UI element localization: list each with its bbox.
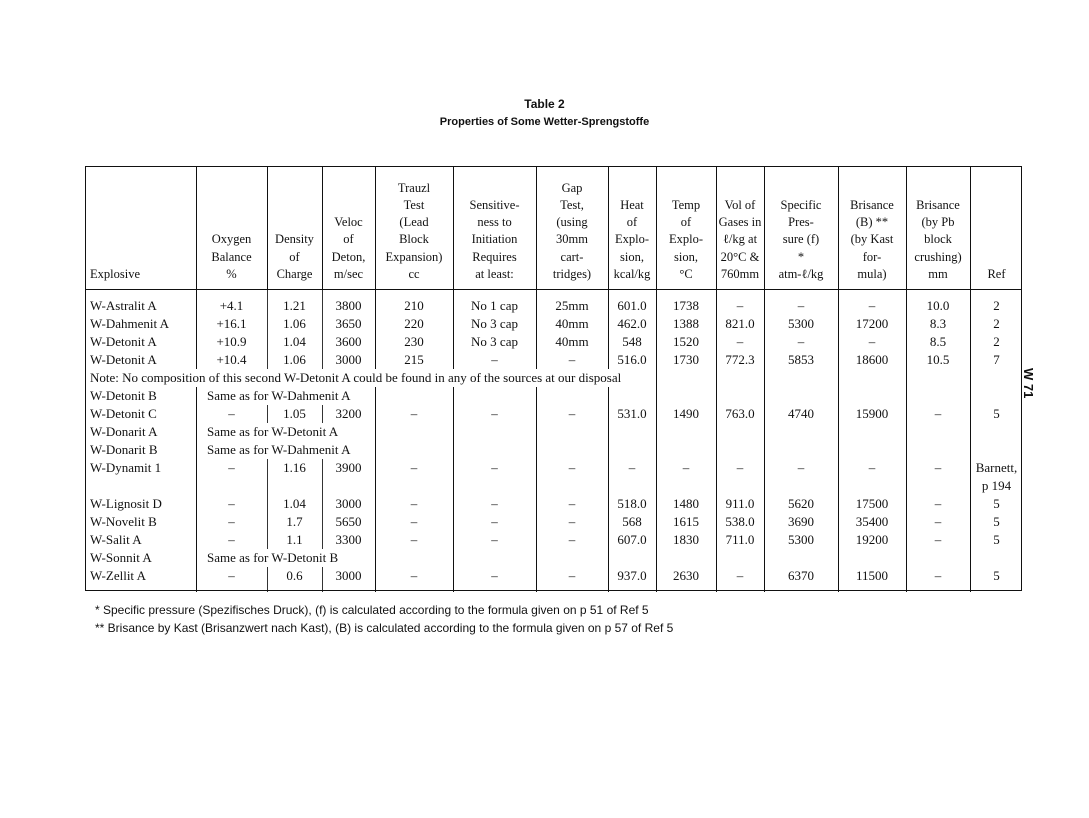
- cell-ref-line2: p 194: [981, 478, 1012, 493]
- cell-ob: –: [228, 496, 235, 511]
- column-header-line: Explo-: [668, 232, 704, 247]
- cell-gap: –: [568, 460, 576, 475]
- cell-heat: 516.0: [617, 352, 647, 367]
- cell-brisance_kast: –: [868, 334, 876, 349]
- cell-gap: 40mm: [555, 316, 589, 331]
- cell-temp: 1480: [673, 496, 699, 511]
- column-header-line: Requires: [472, 249, 517, 264]
- explosive-name: W-Lignosit D: [90, 496, 162, 511]
- same-as-note: Same as for W-Detonit A: [207, 424, 339, 439]
- cell-brisance_pb: –: [934, 406, 942, 421]
- cell-heat: 937.0: [617, 568, 647, 583]
- cell-pressure: 6370: [788, 568, 814, 583]
- cell-brisance_kast: 18600: [855, 352, 889, 367]
- column-header-line: 20°C &: [720, 249, 760, 264]
- cell-temp: 2630: [673, 568, 699, 583]
- cell-trauzl: 230: [404, 334, 424, 349]
- column-header-line: m/sec: [333, 266, 364, 281]
- cell-temp: 1490: [673, 406, 699, 421]
- cell-heat: 531.0: [617, 406, 647, 421]
- cell-temp: 1830: [673, 532, 699, 547]
- cell-ref: 2: [993, 298, 1000, 313]
- column-header-brisance_kast: [838, 173, 906, 283]
- column-header-density: [267, 173, 322, 283]
- cell-temp: 1730: [673, 352, 699, 367]
- cell-velocity: 3650: [335, 316, 362, 331]
- cell-heat: 548: [622, 334, 642, 349]
- same-as-note: Same as for W-Dahmenit A: [207, 442, 351, 457]
- cell-pressure: 5853: [788, 352, 814, 367]
- cell-velocity: 3200: [335, 406, 362, 421]
- table-subtitle: Properties of Some Wetter-Sprengstoffe: [439, 116, 650, 128]
- cell-pressure: 5300: [788, 532, 814, 547]
- explosive-name: W-Novelit B: [90, 514, 157, 529]
- cell-ob: –: [228, 406, 235, 421]
- column-header-line: of: [680, 215, 692, 230]
- cell-velocity: 3000: [335, 352, 362, 367]
- table-row: [86, 351, 1021, 369]
- column-header-line: sure (f): [782, 232, 820, 247]
- column-header-line: Gap: [561, 180, 583, 195]
- cell-brisance_kast: 15900: [855, 406, 889, 421]
- column-header-line: Heat: [620, 197, 644, 212]
- cell-sensitiveness: No 1 cap: [471, 298, 518, 313]
- explosive-name: W-Donarit A: [90, 424, 158, 439]
- cell-velocity: 3900: [335, 460, 362, 475]
- column-header-line: of: [626, 215, 638, 230]
- cell-trauzl: 220: [404, 316, 424, 331]
- column-header-line: for-: [862, 249, 882, 264]
- cell-trauzl: 215: [404, 352, 424, 367]
- cell-gap: –: [568, 532, 576, 547]
- table-row: [86, 423, 1021, 441]
- explosive-name: W-Dynamit 1: [90, 460, 162, 475]
- same-as-note: Same as for W-Dahmenit A: [207, 388, 351, 403]
- cell-gap: –: [568, 496, 576, 511]
- column-header-sensitiveness: [453, 173, 536, 283]
- cell-ob: +16.1: [216, 316, 247, 331]
- column-header-line: kcal/kg: [613, 266, 651, 281]
- cell-density: 1.1: [286, 532, 303, 547]
- column-header-line: Initiation: [471, 232, 518, 247]
- cell-velocity: 3800: [335, 298, 362, 313]
- column-header-line: %: [226, 266, 237, 281]
- column-header-line: Balance: [211, 249, 252, 264]
- column-header-line: Veloc: [334, 215, 363, 230]
- column-header-line: of: [289, 249, 300, 264]
- cell-vol: 772.3: [725, 352, 755, 367]
- column-header-line: (B) **: [855, 215, 889, 230]
- cell-gap: –: [568, 352, 576, 367]
- cell-gap: –: [568, 406, 576, 421]
- column-header-line: Specific: [780, 197, 822, 212]
- cell-trauzl: –: [410, 514, 418, 529]
- cell-brisance_pb: –: [934, 532, 942, 547]
- column-header-line: Charge: [276, 266, 313, 281]
- footnote-brisance: ** Brisance by Kast (Brisanzwert nach Kast), (B) is calculated according to the formula given on p 57 of Ref 5: [95, 621, 674, 635]
- column-header-line: (using: [556, 215, 588, 230]
- cell-sensitiveness: No 3 cap: [471, 334, 518, 349]
- cell-velocity: 3000: [335, 568, 362, 583]
- explosive-name: W-Zellit A: [90, 568, 146, 583]
- cell-gap: –: [568, 568, 576, 583]
- column-header-line: 760mm: [720, 266, 760, 281]
- cell-sensitiveness: –: [491, 568, 498, 583]
- cell-temp: 1388: [673, 316, 699, 331]
- column-header-line: Ref: [987, 266, 1006, 281]
- column-header-explosive: [86, 173, 196, 283]
- column-header-velocity: [322, 173, 375, 283]
- column-header-line: (by Pb: [921, 215, 955, 230]
- cell-sensitiveness: –: [491, 496, 498, 511]
- column-header-temp: [656, 173, 716, 283]
- cell-ref: 7: [993, 352, 1000, 367]
- cell-heat: 601.0: [617, 298, 647, 313]
- column-header-line: Density: [275, 232, 314, 247]
- table-title: Table 2: [524, 97, 565, 111]
- properties-table: [85, 166, 1022, 591]
- column-header-line: Trauzl: [397, 180, 431, 195]
- cell-vol: 911.0: [725, 496, 755, 511]
- column-header-line: cc: [408, 266, 420, 281]
- column-header-line: at least:: [475, 266, 514, 281]
- cell-density: 0.6: [286, 568, 303, 583]
- column-header-vol: [716, 173, 764, 283]
- column-header-line: Brisance: [916, 197, 960, 212]
- cell-sensitiveness: –: [491, 406, 498, 421]
- cell-pressure: 5620: [788, 496, 814, 511]
- cell-brisance_pb: –: [934, 496, 942, 511]
- cell-density: 1.06: [283, 352, 306, 367]
- cell-pressure: –: [797, 460, 805, 475]
- page-side-label: W 71: [1021, 368, 1036, 399]
- cell-brisance_pb: 10.0: [926, 298, 950, 313]
- column-header-line: sion,: [620, 249, 644, 264]
- explosive-name: W-Salit A: [90, 532, 142, 547]
- cell-density: 1.21: [283, 298, 306, 313]
- table-row: [86, 315, 1021, 333]
- cell-heat: 462.0: [617, 316, 647, 331]
- column-header-line: Sensitive-: [469, 197, 520, 212]
- cell-brisance_pb: –: [934, 568, 942, 583]
- cell-ob: –: [228, 532, 235, 547]
- column-header-line: Explosive: [90, 266, 140, 281]
- column-header-line: mula): [857, 266, 887, 281]
- explosive-name: W-Astralit A: [90, 298, 157, 313]
- table-row: [86, 405, 1021, 423]
- cell-sensitiveness: –: [491, 532, 498, 547]
- cell-ref: 5: [993, 514, 1000, 529]
- cell-trauzl: –: [410, 532, 418, 547]
- column-header-gap: [536, 173, 608, 283]
- cell-heat: 607.0: [617, 532, 647, 547]
- cell-trauzl: 210: [404, 298, 424, 313]
- cell-temp: –: [682, 460, 690, 475]
- cell-trauzl: –: [410, 568, 418, 583]
- header-rule: [86, 289, 1021, 290]
- explosive-name: W-Sonnit A: [90, 550, 152, 565]
- column-header-line: Vol of: [724, 197, 756, 212]
- column-header-line: Gases in: [718, 215, 762, 230]
- cell-pressure: –: [797, 298, 805, 313]
- column-header-line: sion,: [674, 249, 698, 264]
- cell-heat: –: [628, 460, 636, 475]
- cell-brisance_kast: 35400: [855, 514, 889, 529]
- cell-temp: 1615: [673, 514, 699, 529]
- column-header-line: Test,: [560, 197, 584, 212]
- column-header-line: Explo-: [614, 232, 650, 247]
- column-header-line: ness to: [477, 215, 512, 230]
- column-header-line: crushing): [914, 249, 962, 264]
- cell-ref: 5: [993, 532, 1000, 547]
- cell-ref: 5: [993, 568, 1000, 583]
- cell-trauzl: –: [410, 406, 418, 421]
- cell-vol: –: [736, 298, 744, 313]
- column-header-heat: [608, 173, 656, 283]
- column-header-line: Pres-: [788, 215, 814, 230]
- column-header-line: of: [343, 232, 354, 247]
- column-header-trauzl: [375, 173, 453, 283]
- cell-density: 1.05: [283, 406, 306, 421]
- column-header-line: (Lead: [399, 215, 429, 230]
- cell-ref: 5: [993, 496, 1000, 511]
- cell-brisance_kast: –: [868, 298, 876, 313]
- explosive-name: W-Dahmenit A: [90, 316, 170, 331]
- cell-brisance_kast: 17500: [855, 496, 889, 511]
- explosive-name: W-Detonit A: [90, 334, 157, 349]
- footnote-specific-pressure: * Specific pressure (Spezifisches Druck), (f) is calculated according to the formula given on p 51 of Ref 5: [95, 603, 649, 617]
- cell-sensitiveness: –: [491, 514, 498, 529]
- cell-density: 1.04: [283, 334, 306, 349]
- explosive-name: W-Detonit A: [90, 352, 157, 367]
- cell-ob: +10.4: [216, 352, 247, 367]
- cell-pressure: 4740: [788, 406, 814, 421]
- cell-pressure: –: [797, 334, 805, 349]
- cell-heat: 568: [622, 514, 642, 529]
- cell-brisance_kast: 11500: [855, 568, 889, 583]
- cell-brisance_pb: 8.3: [929, 316, 947, 331]
- column-header-line: ℓ/kg at: [722, 232, 758, 247]
- table-row: [86, 513, 1021, 531]
- column-header-line: 30mm: [556, 232, 588, 247]
- cell-gap: 40mm: [555, 334, 589, 349]
- cell-brisance_kast: 19200: [855, 532, 889, 547]
- cell-sensitiveness: –: [491, 352, 498, 367]
- cell-density: 1.06: [283, 316, 306, 331]
- cell-vol: –: [736, 460, 744, 475]
- cell-velocity: 3000: [335, 496, 362, 511]
- explosive-name: W-Detonit C: [90, 406, 157, 421]
- column-header-line: tridges): [552, 266, 592, 281]
- cell-ob: –: [228, 460, 235, 475]
- column-header-line: Test: [403, 197, 425, 212]
- cell-vol: 763.0: [725, 406, 755, 421]
- cell-density: 1.7: [286, 514, 303, 529]
- cell-brisance_pb: 8.5: [929, 334, 947, 349]
- column-header-line: atm-ℓ/kg: [778, 266, 824, 281]
- same-as-note: Same as for W-Detonit B: [207, 550, 339, 565]
- column-header-line: (by Kast: [850, 232, 894, 247]
- table-row: [86, 333, 1021, 351]
- table-note: Note: No composition of this second W-Detonit A could be found in any of the sources at our disposal: [90, 370, 622, 385]
- cell-ob: –: [228, 568, 235, 583]
- cell-vol: –: [736, 568, 744, 583]
- cell-density: 1.16: [283, 460, 306, 475]
- cell-ob: +10.9: [216, 334, 247, 349]
- column-header-brisance_pb: [906, 173, 970, 283]
- column-header-line: block: [924, 232, 952, 247]
- cell-gap: –: [568, 514, 576, 529]
- column-header-line: Oxygen: [211, 232, 252, 247]
- column-header-ob: [196, 173, 267, 283]
- cell-vol: 711.0: [725, 532, 755, 547]
- cell-heat: 518.0: [617, 496, 647, 511]
- table-row: [86, 387, 1021, 405]
- cell-brisance_pb: 10.5: [926, 352, 950, 367]
- cell-density: 1.04: [283, 496, 306, 511]
- cell-ob: –: [228, 514, 235, 529]
- column-header-line: cart-: [560, 249, 584, 264]
- column-header-pressure: [764, 173, 838, 283]
- table-row: [86, 531, 1021, 549]
- cell-brisance_pb: –: [934, 514, 942, 529]
- column-header-line: Temp: [671, 197, 701, 212]
- explosive-name: W-Donarit B: [90, 442, 158, 457]
- cell-velocity: 3300: [335, 532, 362, 547]
- cell-ref: 2: [993, 316, 1000, 331]
- cell-pressure: 5300: [788, 316, 814, 331]
- column-header-line: Expansion): [385, 249, 443, 264]
- cell-ref: 5: [993, 406, 1000, 421]
- cell-velocity: 3600: [335, 334, 362, 349]
- cell-brisance_kast: 17200: [855, 316, 889, 331]
- table-row: [86, 297, 1021, 315]
- cell-trauzl: –: [410, 496, 418, 511]
- column-header-line: °C: [679, 266, 693, 281]
- table-row: [86, 549, 1021, 567]
- cell-ref: Barnett,: [975, 460, 1018, 475]
- column-header-line: Deton,: [331, 249, 366, 264]
- cell-pressure: 3690: [788, 514, 814, 529]
- cell-sensitiveness: –: [491, 460, 498, 475]
- cell-vol: 821.0: [725, 316, 755, 331]
- cell-trauzl: –: [410, 460, 418, 475]
- explosive-name: W-Detonit B: [90, 388, 157, 403]
- cell-sensitiveness: No 3 cap: [471, 316, 518, 331]
- column-header-line: mm: [928, 266, 948, 281]
- table-row: [86, 459, 1021, 495]
- cell-ob: +4.1: [219, 298, 244, 313]
- cell-temp: 1738: [673, 298, 699, 313]
- column-header-line: Brisance: [850, 197, 894, 212]
- column-header-line: *: [797, 249, 805, 264]
- cell-ref: 2: [993, 334, 1000, 349]
- cell-vol: 538.0: [725, 514, 755, 529]
- cell-brisance_pb: –: [934, 460, 942, 475]
- note-row: [86, 369, 1021, 387]
- table-row: [86, 441, 1021, 459]
- table-row: [86, 495, 1021, 513]
- cell-gap: 25mm: [555, 298, 589, 313]
- column-header-line: Block: [399, 232, 429, 247]
- cell-velocity: 5650: [335, 514, 362, 529]
- cell-vol: –: [736, 334, 744, 349]
- cell-temp: 1520: [673, 334, 699, 349]
- column-header-ref: [970, 173, 1023, 283]
- table-row: [86, 567, 1021, 585]
- cell-brisance_kast: –: [868, 460, 876, 475]
